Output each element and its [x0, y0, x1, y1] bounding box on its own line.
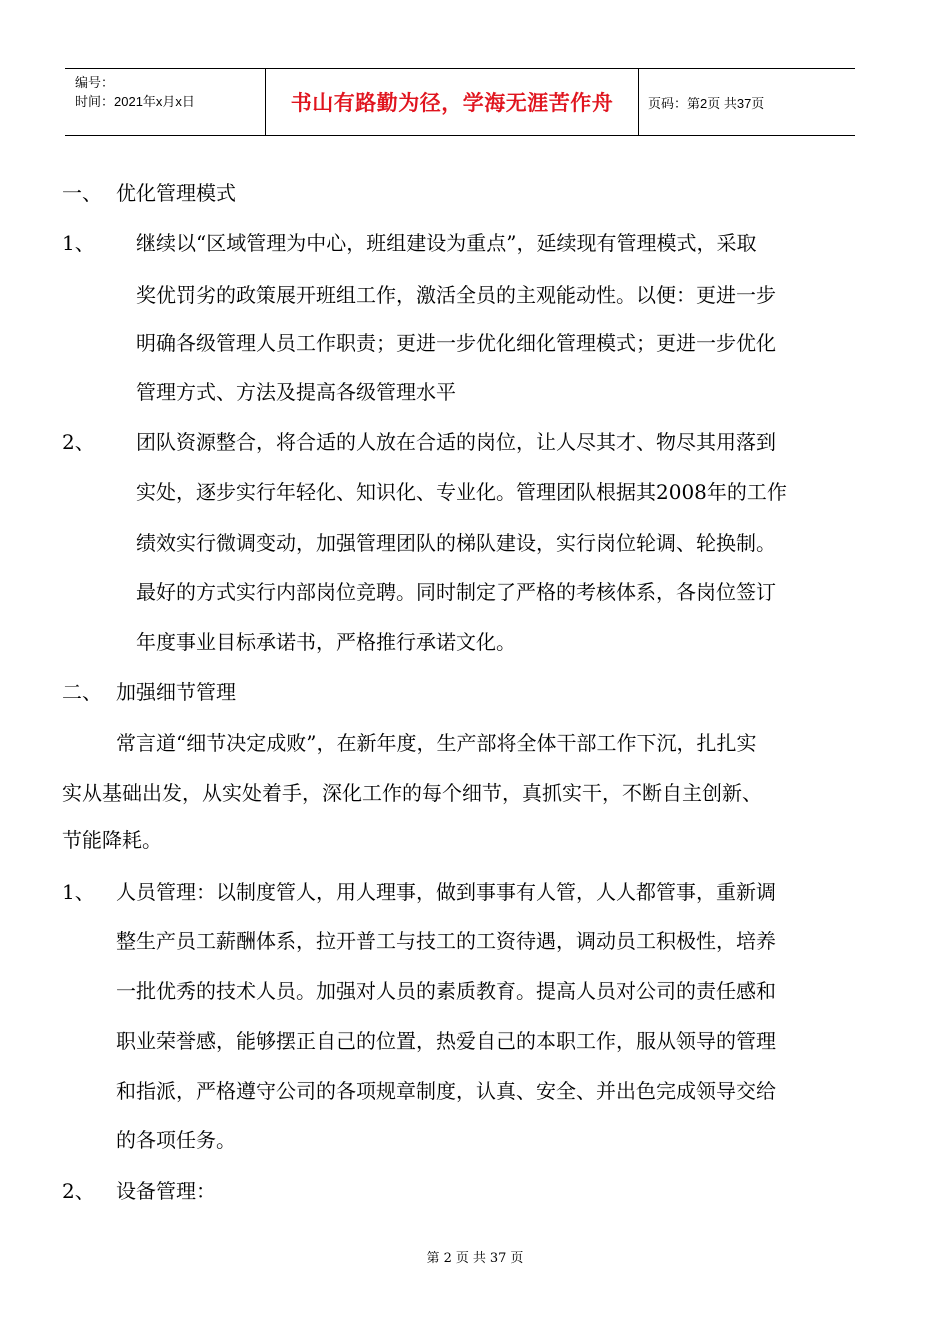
header-table: [65, 68, 855, 136]
section1-item2-line4: 最好的方式实行内部岗位竞聘。同时制定了严格的考核体系，各岗位签订: [136, 580, 776, 604]
time-label: 时间：2021年x月x日: [75, 94, 195, 109]
footer-ye1: 页: [455, 1251, 469, 1266]
section1-marker: 一、: [62, 181, 102, 205]
footer-di: 第: [426, 1251, 440, 1266]
page-code-cell: [639, 69, 855, 135]
section1-item1-line3: 明确各级管理人员工作职责；更进一步优化细化管理模式；更进一步优化: [136, 331, 776, 355]
serial-label: 编号：: [75, 75, 115, 90]
section2-intro-line2: 实从基础出发，从实处着手，深化工作的每个细节，真抓实干，不断自主创新、: [62, 781, 762, 805]
section2-marker: 二、: [62, 680, 102, 704]
section1-item1-line2: 奖优罚劣的政策展开班组工作，激活全员的主观能动性。以便：更进一步: [136, 283, 776, 307]
section2-item1-line2: 整生产员工薪酬体系，拉开普工与技工的工资待遇，调动员工积极性，培养: [116, 929, 776, 953]
page-footer: [0, 1247, 950, 1266]
motto: 书山有路勤为径，学海无涯苦作舟: [290, 91, 614, 115]
section2-item1-marker: 1、: [62, 880, 95, 904]
footer-ye2: 页: [510, 1251, 524, 1266]
page-code: 页码：第2页 共37页: [648, 95, 765, 111]
section1-item2-marker: 2、: [62, 430, 95, 454]
section1-item2-line5: 年度事业目标承诺书，严格推行承诺文化。: [136, 630, 516, 654]
footer-gong: 共: [472, 1251, 486, 1266]
section2-item2-line1: 设备管理：: [116, 1179, 216, 1203]
motto-cell: [265, 69, 639, 135]
section1-item1-line4: 管理方式、方法及提高各级管理水平: [136, 380, 456, 404]
section2-item1-line6: 的各项任务。: [116, 1128, 236, 1152]
footer-page-number: 2: [443, 1251, 452, 1266]
header-meta-cell: [65, 69, 265, 135]
section1-item1-line1: 继续以“区域管理为中心，班组建设为重点”，延续现有管理模式，采取: [136, 231, 757, 255]
section1-title: 优化管理模式: [116, 181, 236, 205]
section1-item2-line3: 绩效实行微调变动，加强管理团队的梯队建设，实行岗位轮调、轮换制。: [136, 531, 776, 555]
section2-item1-line5: 和指派，严格遵守公司的各项规章制度，认真、安全、并出色完成领导交给: [116, 1079, 776, 1103]
section2-item1-line4: 职业荣誉感，能够摆正自己的位置，热爱自己的本职工作，服从领导的管理: [116, 1029, 776, 1053]
section1-item2-line2: 实处，逐步实行年轻化、知识化、专业化。管理团队根据其2008年的工作: [136, 480, 787, 504]
section2-item1-line3: 一批优秀的技术人员。加强对人员的素质教育。提高人员对公司的责任感和: [116, 979, 776, 1003]
section2-item2-marker: 2、: [62, 1179, 95, 1203]
footer-total-pages: 37: [489, 1251, 507, 1266]
section2-intro-line1: 常言道“细节决定成败”，在新年度，生产部将全体干部工作下沉，扎扎实: [116, 731, 757, 755]
section2-title: 加强细节管理: [116, 680, 236, 704]
section2-intro-line3: 节能降耗。: [62, 828, 162, 852]
section1-item2-line1: 团队资源整合，将合适的人放在合适的岗位，让人尽其才、物尽其用落到: [136, 430, 776, 454]
section1-item1-marker: 1、: [62, 231, 95, 255]
section2-item1-line1: 人员管理：以制度管人，用人理事，做到事事有人管，人人都管事，重新调: [116, 880, 776, 904]
